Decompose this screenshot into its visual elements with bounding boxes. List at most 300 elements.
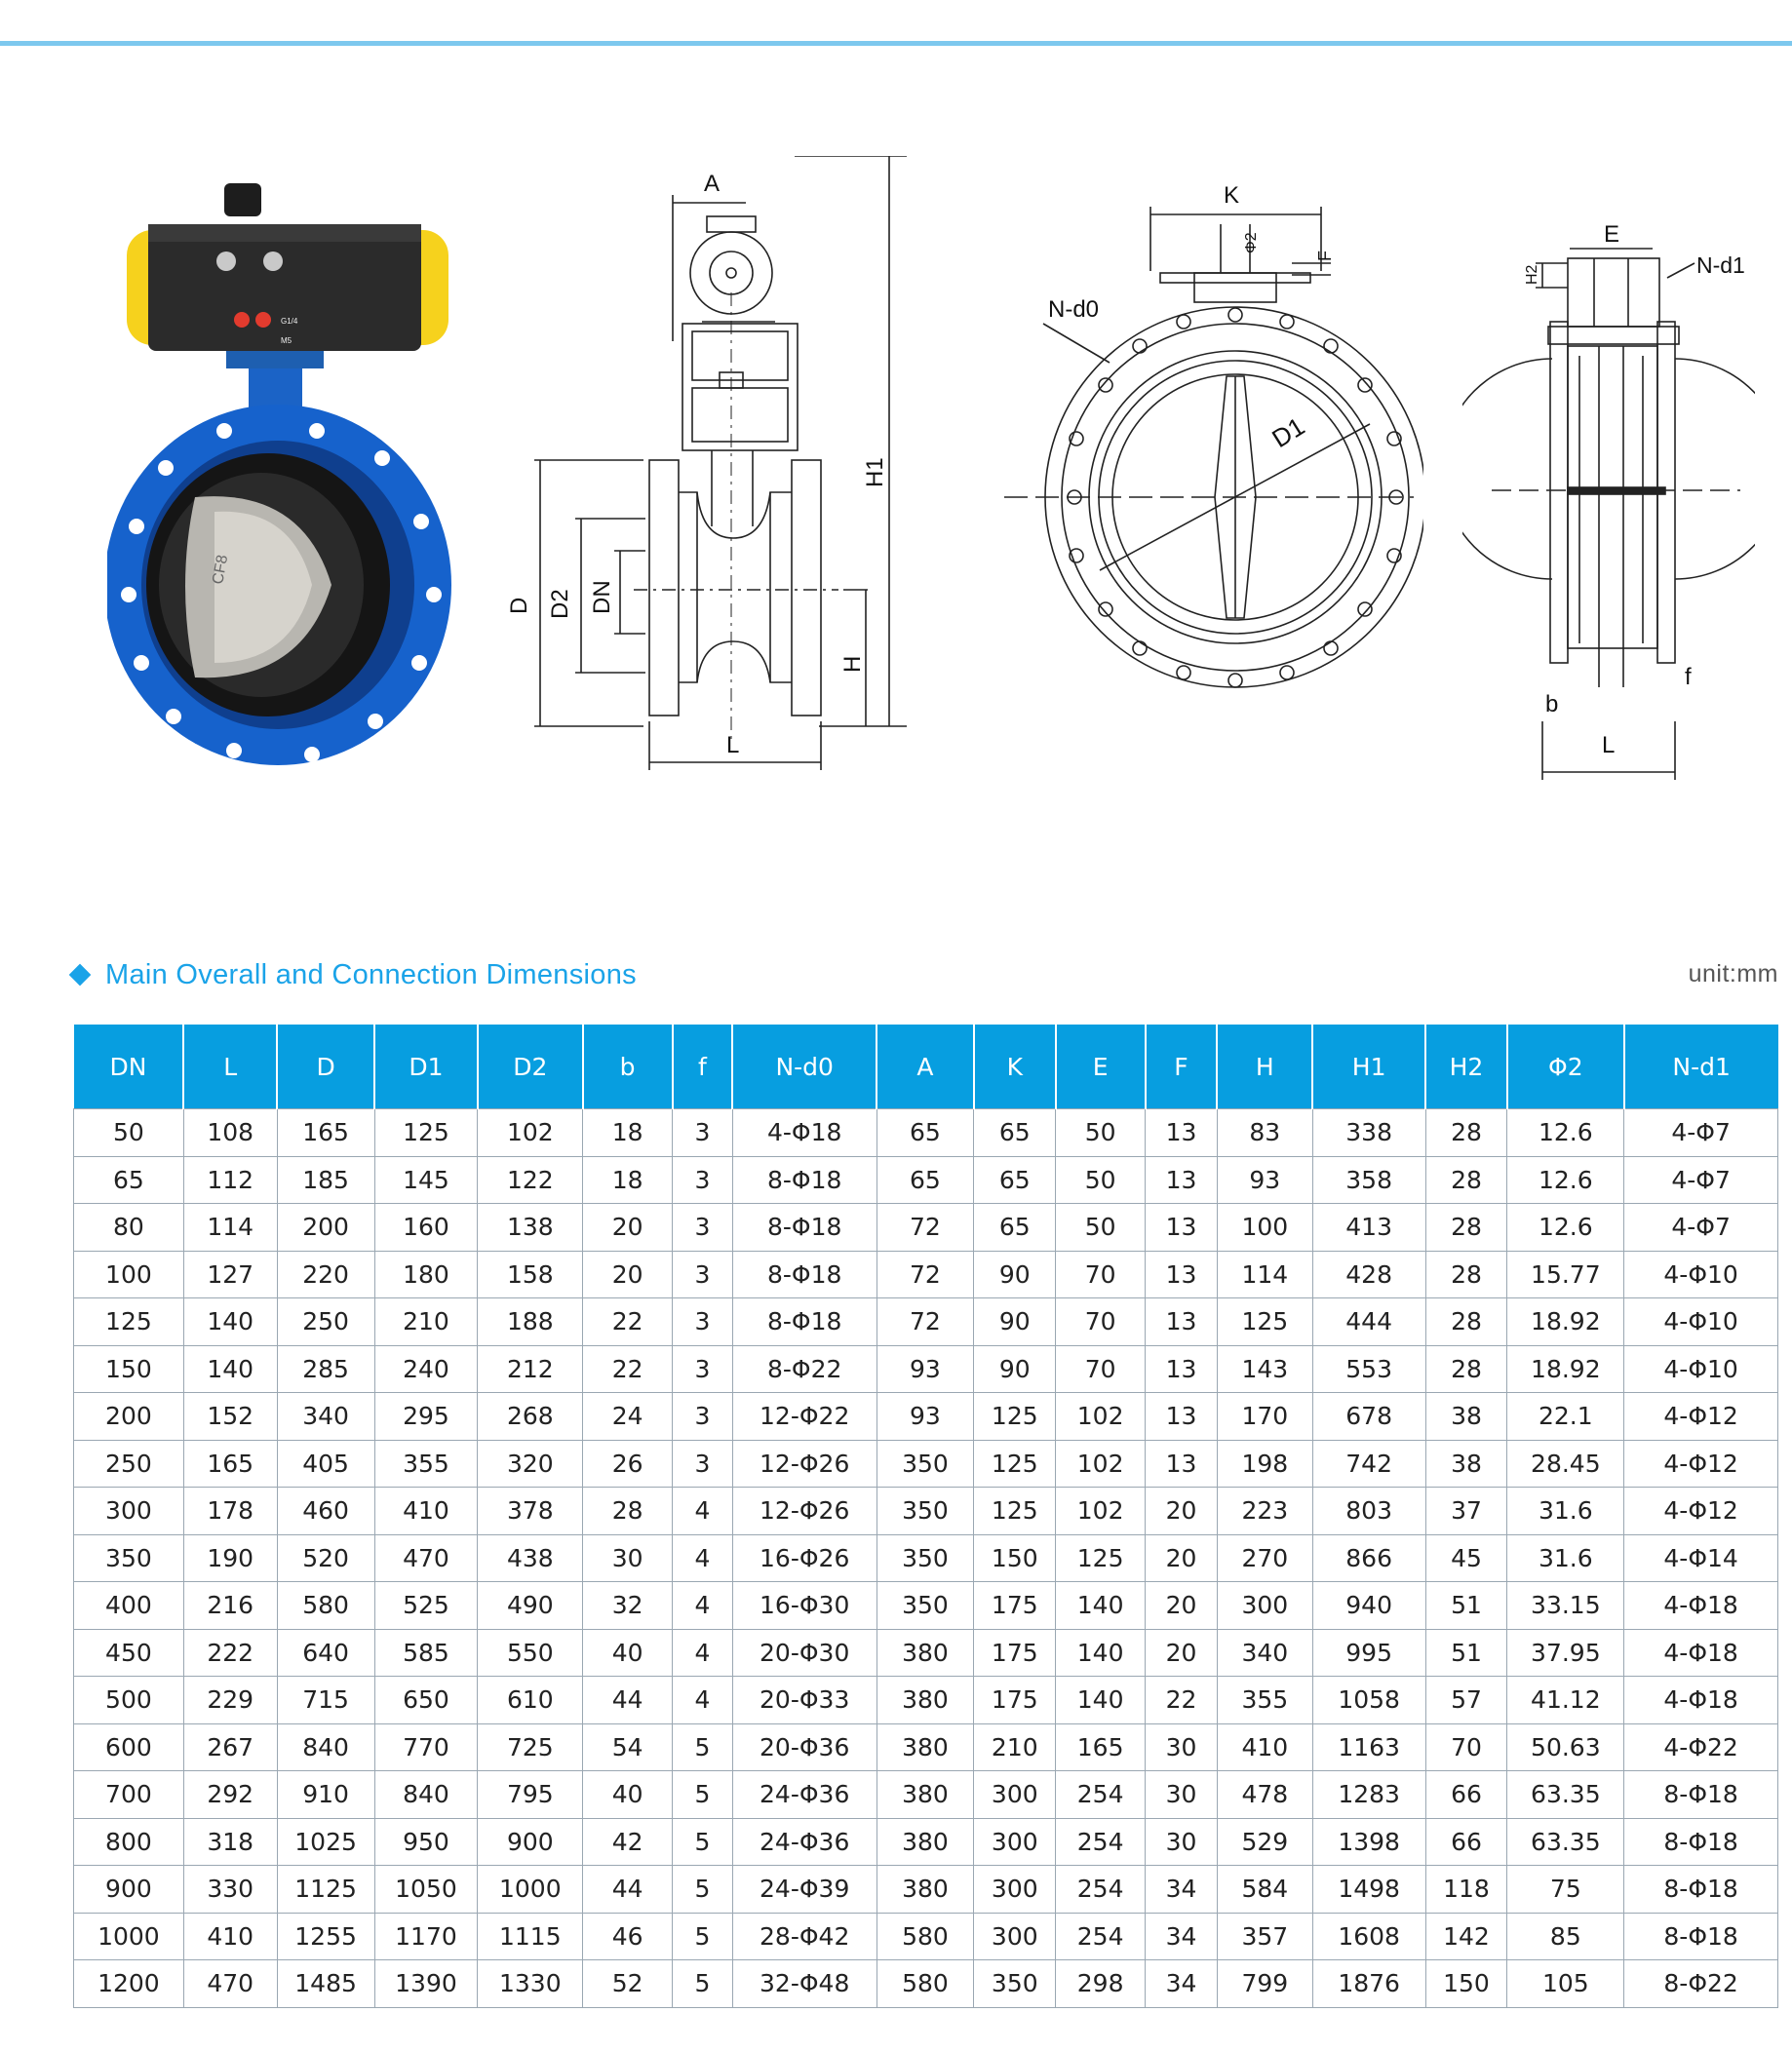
table-row bbox=[74, 1156, 1778, 1204]
table-cell: 350 bbox=[877, 1534, 974, 1582]
svg-text:H: H bbox=[839, 655, 866, 673]
column-header: L bbox=[183, 1025, 277, 1109]
table-cell: 295 bbox=[374, 1393, 478, 1441]
table-cell: 450 bbox=[74, 1629, 184, 1677]
table-cell: 42 bbox=[583, 1818, 673, 1866]
table-cell: 250 bbox=[74, 1440, 184, 1488]
table-cell: 4-Φ18 bbox=[1624, 1677, 1778, 1724]
table-cell: 50 bbox=[74, 1109, 184, 1157]
table-cell: 8-Φ18 bbox=[1624, 1818, 1778, 1866]
table-cell: 1390 bbox=[374, 1960, 478, 2008]
table-cell: 340 bbox=[1217, 1629, 1312, 1677]
unit-label: unit:mm bbox=[1688, 960, 1778, 987]
table-cell: 100 bbox=[1217, 1204, 1312, 1252]
table-cell: 28.45 bbox=[1507, 1440, 1624, 1488]
table-cell: 93 bbox=[1217, 1156, 1312, 1204]
svg-text:b: b bbox=[1545, 691, 1559, 717]
table-cell: 640 bbox=[277, 1629, 374, 1677]
table-cell: 22.1 bbox=[1507, 1393, 1624, 1441]
table-cell: 4 bbox=[673, 1534, 733, 1582]
table-cell: 355 bbox=[374, 1440, 478, 1488]
table-cell: 1163 bbox=[1312, 1723, 1425, 1771]
table-cell: 580 bbox=[877, 1960, 974, 2008]
svg-text:K: K bbox=[1224, 182, 1240, 209]
table-cell: 240 bbox=[374, 1345, 478, 1393]
table-row bbox=[74, 1534, 1778, 1582]
table-cell: 125 bbox=[74, 1298, 184, 1346]
table-cell: 18 bbox=[583, 1109, 673, 1157]
table-cell: 140 bbox=[183, 1298, 277, 1346]
table-cell: 8-Φ18 bbox=[732, 1251, 877, 1298]
svg-text:M5: M5 bbox=[281, 336, 292, 345]
table-cell: 100 bbox=[74, 1251, 184, 1298]
table-cell: 3 bbox=[673, 1109, 733, 1157]
table-cell: 378 bbox=[478, 1488, 583, 1535]
table-cell: 32-Φ48 bbox=[732, 1960, 877, 2008]
table-cell: 357 bbox=[1217, 1913, 1312, 1960]
table-cell: 30 bbox=[583, 1534, 673, 1582]
table-cell: 584 bbox=[1217, 1866, 1312, 1914]
table-cell: 1330 bbox=[478, 1960, 583, 2008]
table-cell: 30 bbox=[1146, 1723, 1218, 1771]
table-cell: 210 bbox=[374, 1298, 478, 1346]
table-row bbox=[74, 1345, 1778, 1393]
table-cell: 358 bbox=[1312, 1156, 1425, 1204]
table-cell: 20-Φ33 bbox=[732, 1677, 877, 1724]
table-cell: 840 bbox=[277, 1723, 374, 1771]
table-cell: 1255 bbox=[277, 1913, 374, 1960]
column-header: Φ2 bbox=[1507, 1025, 1624, 1109]
table-cell: 65 bbox=[74, 1156, 184, 1204]
table-cell: 610 bbox=[478, 1677, 583, 1724]
table-row bbox=[74, 1677, 1778, 1724]
table-cell: 13 bbox=[1146, 1298, 1218, 1346]
column-header: b bbox=[583, 1025, 673, 1109]
table-cell: 223 bbox=[1217, 1488, 1312, 1535]
table-cell: 45 bbox=[1425, 1534, 1507, 1582]
table-cell: 4-Φ18 bbox=[1624, 1582, 1778, 1630]
table-cell: 320 bbox=[478, 1440, 583, 1488]
svg-text:N-d1: N-d1 bbox=[1696, 252, 1745, 278]
table-cell: 400 bbox=[74, 1582, 184, 1630]
table-cell: 413 bbox=[1312, 1204, 1425, 1252]
svg-text:L: L bbox=[726, 732, 740, 758]
column-header: A bbox=[877, 1025, 974, 1109]
column-header: E bbox=[1056, 1025, 1146, 1109]
table-cell: 20-Φ36 bbox=[732, 1723, 877, 1771]
table-cell: 13 bbox=[1146, 1393, 1218, 1441]
table-cell: 150 bbox=[74, 1345, 184, 1393]
table-cell: 18 bbox=[583, 1156, 673, 1204]
table-cell: 298 bbox=[1056, 1960, 1146, 2008]
table-cell: 380 bbox=[877, 1723, 974, 1771]
table-cell: 150 bbox=[974, 1534, 1056, 1582]
table-cell: 553 bbox=[1312, 1345, 1425, 1393]
table-cell: 51 bbox=[1425, 1582, 1507, 1630]
table-cell: 127 bbox=[183, 1251, 277, 1298]
table-cell: 4-Φ7 bbox=[1624, 1109, 1778, 1157]
table-cell: 4 bbox=[673, 1677, 733, 1724]
table-cell: 529 bbox=[1217, 1818, 1312, 1866]
table-cell: 138 bbox=[478, 1204, 583, 1252]
column-header: H1 bbox=[1312, 1025, 1425, 1109]
table-cell: 250 bbox=[277, 1298, 374, 1346]
table-cell: 222 bbox=[183, 1629, 277, 1677]
table-cell: 41.12 bbox=[1507, 1677, 1624, 1724]
table-cell: 118 bbox=[1425, 1866, 1507, 1914]
column-header: N-d0 bbox=[732, 1025, 877, 1109]
valve-product-photo bbox=[107, 175, 478, 780]
table-cell: 3 bbox=[673, 1345, 733, 1393]
table-cell: 380 bbox=[877, 1771, 974, 1819]
table-cell: 112 bbox=[183, 1156, 277, 1204]
column-header: f bbox=[673, 1025, 733, 1109]
table-cell: 180 bbox=[374, 1251, 478, 1298]
table-cell: 20 bbox=[1146, 1582, 1218, 1630]
table-cell: 20 bbox=[1146, 1534, 1218, 1582]
table-cell: 410 bbox=[374, 1488, 478, 1535]
table-cell: 350 bbox=[974, 1960, 1056, 2008]
table-cell: 900 bbox=[74, 1866, 184, 1914]
table-cell: 28 bbox=[1425, 1251, 1507, 1298]
svg-text:D1: D1 bbox=[1266, 411, 1310, 454]
table-cell: 57 bbox=[1425, 1677, 1507, 1724]
table-cell: 65 bbox=[974, 1204, 1056, 1252]
table-cell: 24 bbox=[583, 1393, 673, 1441]
table-cell: 158 bbox=[478, 1251, 583, 1298]
table-cell: 405 bbox=[277, 1440, 374, 1488]
svg-text:N-d0: N-d0 bbox=[1048, 296, 1100, 323]
table-cell: 350 bbox=[877, 1440, 974, 1488]
table-cell: 1000 bbox=[478, 1866, 583, 1914]
table-cell: 140 bbox=[1056, 1677, 1146, 1724]
svg-text:A: A bbox=[704, 171, 721, 197]
table-cell: 200 bbox=[74, 1393, 184, 1441]
table-cell: 90 bbox=[974, 1251, 1056, 1298]
table-cell: 102 bbox=[1056, 1488, 1146, 1535]
table-cell: 330 bbox=[183, 1866, 277, 1914]
table-cell: 4-Φ14 bbox=[1624, 1534, 1778, 1582]
table-cell: 338 bbox=[1312, 1109, 1425, 1157]
table-cell: 8-Φ18 bbox=[732, 1298, 877, 1346]
table-cell: 22 bbox=[1146, 1677, 1218, 1724]
table-cell: 4 bbox=[673, 1629, 733, 1677]
face-view-drawing bbox=[994, 156, 1423, 721]
table-cell: 520 bbox=[277, 1534, 374, 1582]
table-cell: 125 bbox=[974, 1440, 1056, 1488]
table-cell: 300 bbox=[1217, 1582, 1312, 1630]
table-cell: 38 bbox=[1425, 1440, 1507, 1488]
column-header: D bbox=[277, 1025, 374, 1109]
table-cell: 8-Φ18 bbox=[732, 1156, 877, 1204]
table-cell: 125 bbox=[974, 1488, 1056, 1535]
table-cell: 37.95 bbox=[1507, 1629, 1624, 1677]
table-cell: 3 bbox=[673, 1440, 733, 1488]
table-cell: 300 bbox=[974, 1818, 1056, 1866]
table-cell: 1200 bbox=[74, 1960, 184, 2008]
table-cell: 220 bbox=[277, 1251, 374, 1298]
table-cell: 31.6 bbox=[1507, 1488, 1624, 1535]
table-cell: 102 bbox=[478, 1109, 583, 1157]
table-cell: 28-Φ42 bbox=[732, 1913, 877, 1960]
table-cell: 12.6 bbox=[1507, 1109, 1624, 1157]
table-cell: 4-Φ10 bbox=[1624, 1251, 1778, 1298]
table-cell: 16-Φ26 bbox=[732, 1534, 877, 1582]
table-cell: 145 bbox=[374, 1156, 478, 1204]
column-header: N-d1 bbox=[1624, 1025, 1778, 1109]
table-cell: 3 bbox=[673, 1156, 733, 1204]
table-cell: 4 bbox=[673, 1488, 733, 1535]
svg-text:H2: H2 bbox=[1524, 264, 1540, 285]
table-cell: 8-Φ18 bbox=[732, 1204, 877, 1252]
table-cell: 40 bbox=[583, 1629, 673, 1677]
table-cell: 229 bbox=[183, 1677, 277, 1724]
table-cell: 12-Φ26 bbox=[732, 1440, 877, 1488]
table-cell: 44 bbox=[583, 1866, 673, 1914]
table-cell: 114 bbox=[1217, 1251, 1312, 1298]
table-cell: 1398 bbox=[1312, 1818, 1425, 1866]
table-cell: 72 bbox=[877, 1298, 974, 1346]
table-cell: 4-Φ18 bbox=[732, 1109, 877, 1157]
table-row bbox=[74, 1771, 1778, 1819]
table-row bbox=[74, 1251, 1778, 1298]
table-cell: 1000 bbox=[74, 1913, 184, 1960]
table-cell: 4-Φ12 bbox=[1624, 1488, 1778, 1535]
table-cell: 254 bbox=[1056, 1818, 1146, 1866]
section-heading bbox=[72, 955, 637, 994]
table-cell: 300 bbox=[74, 1488, 184, 1535]
table-cell: 13 bbox=[1146, 1251, 1218, 1298]
column-header: H2 bbox=[1425, 1025, 1507, 1109]
table-cell: 8-Φ22 bbox=[732, 1345, 877, 1393]
table-cell: 267 bbox=[183, 1723, 277, 1771]
table-cell: 4-Φ18 bbox=[1624, 1629, 1778, 1677]
table-cell: 4-Φ7 bbox=[1624, 1156, 1778, 1204]
table-row bbox=[74, 1109, 1778, 1157]
table-cell: 715 bbox=[277, 1677, 374, 1724]
table-cell: 300 bbox=[974, 1866, 1056, 1914]
table-cell: 170 bbox=[1217, 1393, 1312, 1441]
table-cell: 4-Φ7 bbox=[1624, 1204, 1778, 1252]
table-cell: 350 bbox=[877, 1582, 974, 1630]
table-cell: 37 bbox=[1425, 1488, 1507, 1535]
table-cell: 70 bbox=[1056, 1345, 1146, 1393]
table-cell: 125 bbox=[374, 1109, 478, 1157]
table-cell: 75 bbox=[1507, 1866, 1624, 1914]
table-cell: 50 bbox=[1056, 1109, 1146, 1157]
table-cell: 108 bbox=[183, 1109, 277, 1157]
table-cell: 140 bbox=[1056, 1629, 1146, 1677]
table-cell: 50 bbox=[1056, 1204, 1146, 1252]
table-cell: 90 bbox=[974, 1345, 1056, 1393]
table-cell: 125 bbox=[974, 1393, 1056, 1441]
table-cell: 350 bbox=[877, 1488, 974, 1535]
table-cell: 12.6 bbox=[1507, 1156, 1624, 1204]
table-cell: 725 bbox=[478, 1723, 583, 1771]
table-cell: 28 bbox=[583, 1488, 673, 1535]
table-cell: 380 bbox=[877, 1677, 974, 1724]
table-row bbox=[74, 1818, 1778, 1866]
side-view-drawing bbox=[1462, 156, 1755, 780]
table-cell: 114 bbox=[183, 1204, 277, 1252]
table-cell: 444 bbox=[1312, 1298, 1425, 1346]
table-cell: 83 bbox=[1217, 1109, 1312, 1157]
front-elevation-drawing bbox=[497, 156, 926, 799]
table-cell: 20 bbox=[1146, 1629, 1218, 1677]
table-cell: 1170 bbox=[374, 1913, 478, 1960]
table-cell: 254 bbox=[1056, 1771, 1146, 1819]
table-cell: 212 bbox=[478, 1345, 583, 1393]
table-cell: 13 bbox=[1146, 1440, 1218, 1488]
table-cell: 840 bbox=[374, 1771, 478, 1819]
table-cell: 254 bbox=[1056, 1913, 1146, 1960]
table-cell: 93 bbox=[877, 1345, 974, 1393]
table-cell: 175 bbox=[974, 1629, 1056, 1677]
table-cell: 93 bbox=[877, 1393, 974, 1441]
table-cell: 72 bbox=[877, 1251, 974, 1298]
svg-text:CF8: CF8 bbox=[210, 553, 232, 586]
table-cell: 22 bbox=[583, 1345, 673, 1393]
svg-text:D2: D2 bbox=[547, 589, 573, 619]
table-cell: 5 bbox=[673, 1771, 733, 1819]
table-row bbox=[74, 1629, 1778, 1677]
top-divider-line bbox=[0, 41, 1792, 46]
table-cell: 478 bbox=[1217, 1771, 1312, 1819]
table-cell: 175 bbox=[974, 1677, 1056, 1724]
column-header: K bbox=[974, 1025, 1056, 1109]
table-cell: 525 bbox=[374, 1582, 478, 1630]
table-cell: 12-Φ22 bbox=[732, 1393, 877, 1441]
table-cell: 150 bbox=[1425, 1960, 1507, 2008]
table-cell: 143 bbox=[1217, 1345, 1312, 1393]
table-cell: 268 bbox=[478, 1393, 583, 1441]
table-cell: 4-Φ12 bbox=[1624, 1440, 1778, 1488]
table-row bbox=[74, 1393, 1778, 1441]
table-cell: 65 bbox=[877, 1109, 974, 1157]
table-cell: 44 bbox=[583, 1677, 673, 1724]
svg-text:Φ2: Φ2 bbox=[1243, 232, 1260, 253]
table-row bbox=[74, 1440, 1778, 1488]
table-cell: 20 bbox=[583, 1251, 673, 1298]
table-cell: 165 bbox=[1056, 1723, 1146, 1771]
table-cell: 16-Φ30 bbox=[732, 1582, 877, 1630]
table-cell: 950 bbox=[374, 1818, 478, 1866]
table-cell: 1485 bbox=[277, 1960, 374, 2008]
table-cell: 85 bbox=[1507, 1913, 1624, 1960]
table-row bbox=[74, 1913, 1778, 1960]
table-cell: 300 bbox=[974, 1771, 1056, 1819]
table-cell: 30 bbox=[1146, 1771, 1218, 1819]
table-cell: 270 bbox=[1217, 1534, 1312, 1582]
table-cell: 1050 bbox=[374, 1866, 478, 1914]
table-cell: 900 bbox=[478, 1818, 583, 1866]
column-header: F bbox=[1146, 1025, 1218, 1109]
diamond-bullet-icon bbox=[69, 964, 92, 987]
table-row bbox=[74, 1298, 1778, 1346]
table-cell: 438 bbox=[478, 1534, 583, 1582]
table-cell: 318 bbox=[183, 1818, 277, 1866]
table-cell: 410 bbox=[1217, 1723, 1312, 1771]
table-cell: 140 bbox=[1056, 1582, 1146, 1630]
table-cell: 1125 bbox=[277, 1866, 374, 1914]
table-body bbox=[74, 1109, 1778, 2008]
table-cell: 22 bbox=[583, 1298, 673, 1346]
table-cell: 4-Φ10 bbox=[1624, 1298, 1778, 1346]
table-cell: 800 bbox=[74, 1818, 184, 1866]
svg-text:DN: DN bbox=[589, 580, 615, 614]
table-cell: 380 bbox=[877, 1818, 974, 1866]
table-cell: 102 bbox=[1056, 1440, 1146, 1488]
svg-text:H1: H1 bbox=[862, 457, 888, 487]
table-cell: 216 bbox=[183, 1582, 277, 1630]
table-cell: 5 bbox=[673, 1723, 733, 1771]
table-cell: 24-Φ36 bbox=[732, 1818, 877, 1866]
table-cell: 300 bbox=[974, 1913, 1056, 1960]
table-cell: 580 bbox=[877, 1913, 974, 1960]
table-cell: 15.77 bbox=[1507, 1251, 1624, 1298]
svg-text:f: f bbox=[1685, 664, 1692, 690]
table-cell: 1058 bbox=[1312, 1677, 1425, 1724]
table-cell: 1283 bbox=[1312, 1771, 1425, 1819]
table-cell: 90 bbox=[974, 1298, 1056, 1346]
table-cell: 30 bbox=[1146, 1818, 1218, 1866]
table-cell: 80 bbox=[74, 1204, 184, 1252]
table-cell: 380 bbox=[877, 1629, 974, 1677]
table-cell: 350 bbox=[74, 1534, 184, 1582]
table-cell: 742 bbox=[1312, 1440, 1425, 1488]
table-cell: 5 bbox=[673, 1818, 733, 1866]
table-cell: 803 bbox=[1312, 1488, 1425, 1535]
table-cell: 65 bbox=[974, 1109, 1056, 1157]
table-cell: 580 bbox=[277, 1582, 374, 1630]
table-cell: 355 bbox=[1217, 1677, 1312, 1724]
table-cell: 33.15 bbox=[1507, 1582, 1624, 1630]
table-cell: 8-Φ18 bbox=[1624, 1771, 1778, 1819]
table-cell: 28 bbox=[1425, 1156, 1507, 1204]
table-cell: 54 bbox=[583, 1723, 673, 1771]
table-cell: 8-Φ18 bbox=[1624, 1913, 1778, 1960]
table-cell: 700 bbox=[74, 1771, 184, 1819]
table-cell: 940 bbox=[1312, 1582, 1425, 1630]
table-cell: 125 bbox=[1217, 1298, 1312, 1346]
table-cell: 122 bbox=[478, 1156, 583, 1204]
table-cell: 66 bbox=[1425, 1771, 1507, 1819]
table-cell: 26 bbox=[583, 1440, 673, 1488]
table-cell: 70 bbox=[1056, 1251, 1146, 1298]
table-cell: 40 bbox=[583, 1771, 673, 1819]
table-cell: 32 bbox=[583, 1582, 673, 1630]
column-header: D1 bbox=[374, 1025, 478, 1109]
table-cell: 72 bbox=[877, 1204, 974, 1252]
table-cell: 8-Φ18 bbox=[1624, 1866, 1778, 1914]
table-cell: 1876 bbox=[1312, 1960, 1425, 2008]
table-cell: 102 bbox=[1056, 1393, 1146, 1441]
dimensions-table bbox=[73, 1025, 1778, 2008]
table-row bbox=[74, 1488, 1778, 1535]
table-cell: 1498 bbox=[1312, 1866, 1425, 1914]
table-cell: 8-Φ22 bbox=[1624, 1960, 1778, 2008]
table-cell: 470 bbox=[374, 1534, 478, 1582]
table-cell: 66 bbox=[1425, 1818, 1507, 1866]
svg-text:E: E bbox=[1604, 221, 1620, 248]
table-cell: 1025 bbox=[277, 1818, 374, 1866]
table-cell: 28 bbox=[1425, 1298, 1507, 1346]
table-cell: 185 bbox=[277, 1156, 374, 1204]
table-cell: 18.92 bbox=[1507, 1298, 1624, 1346]
table-cell: 600 bbox=[74, 1723, 184, 1771]
table-cell: 31.6 bbox=[1507, 1534, 1624, 1582]
table-cell: 428 bbox=[1312, 1251, 1425, 1298]
